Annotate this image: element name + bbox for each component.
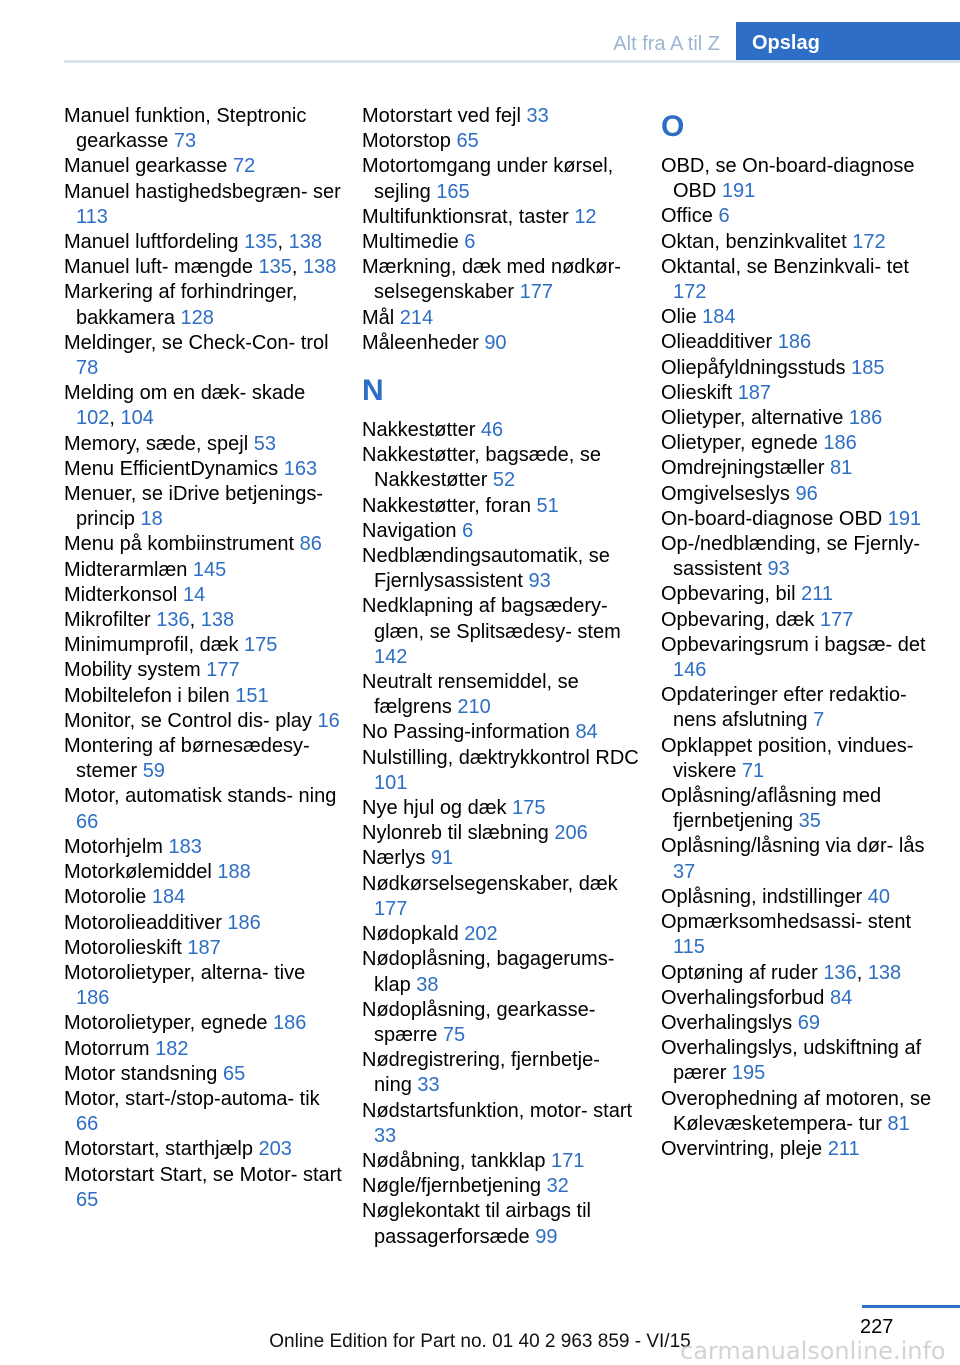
index-entry-text: No Passing-information xyxy=(362,721,570,744)
index-entry: Mikrofilter 136, 138 xyxy=(64,609,235,632)
index-entry-text: Nødregistrering, fjernbetje‐ ning xyxy=(362,1049,600,1097)
page-link[interactable]: 177 xyxy=(819,608,854,631)
index-entry-text: Olieadditiver xyxy=(661,331,773,354)
page-link[interactable]: 75 xyxy=(442,1023,466,1046)
page-link[interactable]: 184 xyxy=(151,886,186,909)
index-entry xyxy=(362,418,642,443)
index-entry xyxy=(64,835,344,860)
index-entry-text: On-board-diagnose OBD xyxy=(661,507,883,530)
index-entry: Manuel luft‐ mængde 135, 138 xyxy=(64,256,337,279)
index-entry-text: Olietyper, alternative xyxy=(661,407,844,430)
index-entry xyxy=(64,911,344,936)
index-entry xyxy=(362,846,642,871)
index-entry xyxy=(362,670,642,720)
index-entry-text: Omgivelseslys xyxy=(661,482,790,505)
page-link[interactable]: 14 xyxy=(182,583,206,606)
index-entry: Manuel luftfordeling 135, 138 xyxy=(64,231,322,254)
page-link[interactable]: 104 xyxy=(120,407,154,430)
index-entry-text: Motor, automatisk stands‐ ning xyxy=(64,785,337,808)
edition-line: Online Edition for Part no. 01 40 2 963 859 - VI/15 xyxy=(269,1331,691,1352)
page-link[interactable]: 16 xyxy=(317,709,340,732)
page-link[interactable]: 37 xyxy=(673,860,696,883)
index-entry xyxy=(661,482,941,507)
page-link[interactable]: 66 xyxy=(76,1113,99,1136)
page-link[interactable]: 186 xyxy=(76,987,110,1010)
index-entry-text: Motorstop xyxy=(362,130,451,153)
index-entry xyxy=(64,154,344,179)
index-entry xyxy=(362,1149,642,1174)
page-link[interactable]: 135 xyxy=(244,231,278,254)
index-entry xyxy=(661,834,941,884)
index-entry xyxy=(661,305,941,330)
page-link[interactable]: 71 xyxy=(741,759,765,782)
index-entry-text: Nødstartsfunktion, motor‐ start xyxy=(362,1099,633,1122)
index-entry-text: Montering af børnesædesy‐ stemer xyxy=(64,735,310,783)
index-entry xyxy=(64,860,344,885)
index-column-2 xyxy=(362,104,642,1250)
index-entry xyxy=(661,1137,941,1162)
index-entry-text: Nedklapning af bagsædery‐ glæn, se Splitsædesy‐ stem xyxy=(362,595,621,643)
page-link[interactable]: 138 xyxy=(303,256,337,279)
index-entry xyxy=(64,684,344,709)
page-link[interactable]: 136 xyxy=(156,609,190,632)
page-link[interactable]: 183 xyxy=(168,835,202,858)
index-entry-text: Overhalingslys xyxy=(661,1011,793,1034)
page-link[interactable]: 177 xyxy=(206,659,240,682)
page-link[interactable]: 185 xyxy=(851,356,885,379)
index-entry xyxy=(362,1048,642,1098)
index-entry xyxy=(661,204,941,229)
index-entry-text: Opklappet position, vindues‐ viskere xyxy=(661,734,914,782)
index-entry-text: Motorstart ved fejl xyxy=(362,105,521,127)
index-entry xyxy=(64,532,344,557)
index-entry-text: Nøglekontakt til airbags til passagerforsæde xyxy=(362,1200,591,1248)
index-entry-text: Overophedning af motoren, se Kølevæsketempera‐ tur xyxy=(661,1087,932,1135)
page-link[interactable]: 177 xyxy=(374,897,408,920)
index-entry xyxy=(64,558,344,583)
page-link[interactable]: 187 xyxy=(737,381,772,404)
index-entry-text: Opbevaring, bil xyxy=(661,583,796,606)
index-entry-text: Multifunktionsrat, taster xyxy=(362,205,569,228)
page-link[interactable]: 96 xyxy=(795,482,818,505)
index-entry-text: Oplåsning/aflåsning med fjernbetjening xyxy=(661,785,882,833)
index-entry-text: Nylonreb til slæbning xyxy=(362,822,549,845)
index-entry-text: Manuel hastighedsbegræn‐ ser xyxy=(64,180,341,203)
index-entry xyxy=(64,1062,344,1087)
page-link[interactable]: 33 xyxy=(374,1124,397,1147)
page-link[interactable]: 90 xyxy=(484,331,507,354)
index-column-3 xyxy=(661,104,941,1162)
index-entry xyxy=(661,1011,941,1036)
index-entry xyxy=(661,456,941,481)
page-link[interactable]: 52 xyxy=(492,469,516,492)
index-entry-text: Markering af forhindringer, bakkamera xyxy=(64,281,298,329)
page-link[interactable]: 210 xyxy=(457,696,491,719)
page-link[interactable]: 191 xyxy=(887,507,922,530)
page-link[interactable]: 191 xyxy=(721,180,756,203)
index-entry xyxy=(362,331,642,356)
page-link[interactable]: 175 xyxy=(512,797,546,820)
index-entry xyxy=(661,910,941,960)
index-entry xyxy=(64,331,344,381)
index-entry-text: Oktan, benzinkvalitet xyxy=(661,230,847,253)
page-link[interactable]: 128 xyxy=(180,306,214,329)
page-number: 227 xyxy=(860,1316,894,1338)
index-entry xyxy=(362,922,642,947)
page-link[interactable]: 172 xyxy=(852,230,886,253)
page-link[interactable]: 175 xyxy=(244,634,278,657)
index-entry-text: Mærkning, dæk med nødkør‐ selsegenskaber xyxy=(362,256,621,304)
page-link[interactable]: 214 xyxy=(399,306,434,329)
page-link[interactable]: 186 xyxy=(227,911,261,934)
page-link[interactable]: 33 xyxy=(417,1074,440,1097)
page-link[interactable]: 182 xyxy=(155,1037,189,1060)
page-link[interactable]: 69 xyxy=(797,1011,820,1034)
page-link[interactable]: 51 xyxy=(536,494,559,517)
index-entry xyxy=(362,1174,642,1199)
index-entry-text: Olieskift xyxy=(661,381,733,404)
index-letter-heading: N xyxy=(362,374,384,408)
page-link[interactable]: 66 xyxy=(76,810,99,833)
index-entry-text: Op-/nedblænding, se Fjernly‐ sassistent xyxy=(661,533,921,581)
page-link[interactable]: 172 xyxy=(673,281,707,304)
page-link[interactable]: 35 xyxy=(798,810,821,833)
section-link[interactable]: Alt fra A til Z xyxy=(613,33,720,55)
index-entry-text: Navigation xyxy=(362,519,457,542)
index-entry xyxy=(661,633,941,683)
index-entry xyxy=(64,1011,344,1036)
page-link[interactable]: 138 xyxy=(200,609,235,632)
index-entry-text: Multimedie xyxy=(362,231,459,254)
index-entry-text: Opmærksomhedsassi‐ stent xyxy=(661,911,912,934)
page-link[interactable]: 18 xyxy=(140,508,163,531)
index-entry-text: Motorolietyper, alterna‐ tive xyxy=(64,961,306,984)
index-entry xyxy=(661,608,941,633)
index-entry-text: Motor standsning xyxy=(64,1062,218,1085)
page-link[interactable]: 7 xyxy=(813,709,825,732)
index-entry-text: Office xyxy=(661,205,713,228)
index-entry-text: Nøgle/fjernbetjening xyxy=(362,1175,541,1198)
page-link[interactable]: 146 xyxy=(673,659,707,682)
index-entry-text: Nødoplåsning, bagagerums‐ klap xyxy=(362,948,615,996)
index-entry xyxy=(64,734,344,784)
footer-divider xyxy=(862,1305,960,1308)
index-entry-text: Overhalingsforbud xyxy=(661,986,825,1009)
index-entry-text: Oplåsning, indstillinger xyxy=(661,885,863,908)
index-entry-text: Motorstart, starthjælp xyxy=(64,1138,253,1161)
index-entry xyxy=(362,594,642,670)
index-entry-text: Olietyper, egnede xyxy=(661,432,818,455)
index-entry-text: Menu på kombiinstrument xyxy=(64,533,295,556)
index-entry-text: Overvintring, pleje xyxy=(661,1137,823,1160)
index-entry-text: Motor, start-/stop-automa‐ tik xyxy=(64,1087,320,1110)
page-link[interactable]: 135 xyxy=(258,256,292,279)
index-entry-text: OBD, se On-board-diagnose OBD xyxy=(661,155,915,203)
index-entry xyxy=(64,633,344,658)
page-link[interactable]: 99 xyxy=(535,1225,558,1248)
index-entry-text: Mobility system xyxy=(64,659,201,682)
index-entry xyxy=(362,306,642,331)
page-link[interactable]: 46 xyxy=(480,419,504,442)
index-entry xyxy=(64,180,344,230)
index-entry xyxy=(362,255,642,305)
page-link[interactable]: 171 xyxy=(551,1149,585,1172)
index-entry xyxy=(661,1036,941,1086)
index-entry xyxy=(64,1137,344,1162)
page-link[interactable]: 138 xyxy=(867,961,902,984)
index-entry-text: Motorolie xyxy=(64,886,147,909)
page-link[interactable]: 72 xyxy=(233,155,256,178)
index-entry-text: Manuel gearkasse xyxy=(64,155,228,178)
page-link[interactable]: 65 xyxy=(76,1188,99,1211)
page-link[interactable]: 65 xyxy=(456,130,479,153)
page-link[interactable]: 101 xyxy=(374,771,408,794)
page-link[interactable]: 59 xyxy=(142,760,165,783)
index-entry-text: Motorolieskift xyxy=(64,936,182,959)
index-entry-text: Nakkestøtter, bagsæde, se Nakkestøtter xyxy=(362,444,602,492)
index-entry-text: Nulstilling, dæktrykkontrol RDC xyxy=(362,746,639,769)
index-entry-text: Måleenheder xyxy=(362,331,479,354)
index-entry-text: Manuel funktion, Steptronic gearkasse xyxy=(64,105,307,153)
page-link[interactable]: 163 xyxy=(283,457,318,480)
index-entry xyxy=(64,457,344,482)
index-entry-text: Omdrejningstæller xyxy=(661,457,825,480)
page-link[interactable]: 33 xyxy=(526,105,549,127)
index-entry xyxy=(661,406,941,431)
page-link[interactable]: 188 xyxy=(217,861,251,884)
index-entry xyxy=(362,154,642,204)
index-entry xyxy=(661,986,941,1011)
index-entry xyxy=(661,683,941,733)
index-entry-text: Midterkonsol xyxy=(64,583,178,606)
index-entry-text: Minimumprofil, dæk xyxy=(64,634,239,657)
index-entry xyxy=(362,1099,642,1149)
page-link[interactable]: 93 xyxy=(528,570,551,593)
page-link[interactable]: 138 xyxy=(288,231,322,254)
index-entry xyxy=(64,784,344,834)
index-entry-text: Overhalingslys, udskiftning af pærer xyxy=(661,1037,922,1085)
index-entry-text: Opbevaring, dæk xyxy=(661,608,815,631)
page-link[interactable]: 113 xyxy=(76,205,108,228)
index-entry-text: Motortomgang under kørsel, sejling xyxy=(362,155,614,203)
index-entry-text: Oplåsning/låsning via dør‐ lås xyxy=(661,835,925,858)
index-entry xyxy=(362,519,642,544)
index-entry-text: Midterarmlæn xyxy=(64,558,188,581)
index-entry xyxy=(64,961,344,1011)
index-entry-text: Nødåbning, tankklap xyxy=(362,1149,546,1172)
index-entry-text: Manuel luftfordeling xyxy=(64,231,239,254)
index-entry-text: Oktantal, se Benzinkvali‐ tet xyxy=(661,255,909,278)
index-entry-text: Nødoplåsning, gearkasse‐ spærre xyxy=(362,998,596,1046)
page-link[interactable]: 186 xyxy=(777,331,812,354)
index-entry xyxy=(362,104,642,129)
index-entry-text: Monitor, se Control dis‐ play xyxy=(64,709,312,732)
index-entry xyxy=(64,1087,344,1137)
index-entry xyxy=(661,230,941,255)
index-entry-text: Opdateringer efter redaktio‐ nens afslutning xyxy=(661,684,907,732)
index-entry xyxy=(661,431,941,456)
index-entry-text: Olie xyxy=(661,306,697,329)
page-link[interactable]: 81 xyxy=(887,1112,910,1135)
page-link[interactable]: 86 xyxy=(299,533,322,556)
section-tab[interactable]: Opslag xyxy=(736,22,960,62)
index-entry-text: Motorkølemiddel xyxy=(64,861,212,884)
page-link[interactable]: 81 xyxy=(829,457,853,480)
page-link[interactable]: 142 xyxy=(374,645,408,668)
index-entry-text: Motorstart Start, se Motor‐ start xyxy=(64,1163,342,1186)
index-entry-text: Menu EfficientDynamics xyxy=(64,457,279,480)
index-entry xyxy=(362,494,642,519)
page-link[interactable]: 206 xyxy=(554,822,588,845)
page-link[interactable]: 115 xyxy=(673,936,705,959)
index-entry xyxy=(362,443,642,493)
index-entry-text: Nødopkald xyxy=(362,923,459,946)
page-link[interactable]: 165 xyxy=(436,180,470,203)
index-entry xyxy=(64,482,344,532)
index-entry-text: Mobiltelefon i bilen xyxy=(64,684,230,707)
index-entry xyxy=(64,885,344,910)
index-entry-text: Mål xyxy=(362,306,395,329)
index-entry xyxy=(64,936,344,961)
index-entry-text: Nakkestøtter, foran xyxy=(362,494,531,517)
index-entry-text: Nærlys xyxy=(362,847,426,870)
index-entry xyxy=(64,1037,344,1062)
page-link[interactable]: 12 xyxy=(574,205,597,228)
index-entry xyxy=(661,356,941,381)
index-entry: Optøning af ruder 136, 138 xyxy=(661,961,902,984)
index-entry xyxy=(661,582,941,607)
index-entry-text: Nakkestøtter xyxy=(362,419,476,442)
index-entry xyxy=(661,507,941,532)
page-link[interactable]: 195 xyxy=(731,1062,766,1085)
index-entry-text: Nedblændingsautomatik, se Fjernlysassistent xyxy=(362,545,610,593)
index-entry-text: Motorolietyper, egnede xyxy=(64,1012,268,1035)
index-entry-text: Motorolieadditiver xyxy=(64,911,222,934)
index-entry xyxy=(362,796,642,821)
page-link[interactable]: 184 xyxy=(702,306,736,329)
index-entry xyxy=(661,255,941,305)
page-link[interactable]: 211 xyxy=(827,1137,860,1160)
watermark: carmanualsonline.info xyxy=(680,1337,946,1365)
header-divider xyxy=(64,60,960,63)
index-entry-text: Motorrum xyxy=(64,1037,150,1060)
page-link[interactable]: 40 xyxy=(867,885,891,908)
page-link[interactable]: 65 xyxy=(222,1062,246,1085)
index-entry xyxy=(661,330,941,355)
page-link[interactable]: 78 xyxy=(76,357,99,380)
index-column-1 xyxy=(64,104,344,1213)
page-link[interactable]: 91 xyxy=(430,847,454,870)
page-link[interactable]: 136 xyxy=(823,961,857,984)
page-link[interactable]: 211 xyxy=(801,583,833,606)
index-entry xyxy=(661,381,941,406)
index-entry xyxy=(661,885,941,910)
page-link[interactable]: 187 xyxy=(187,936,221,959)
index-entry xyxy=(661,1087,941,1137)
index-entry xyxy=(64,104,344,154)
index-entry-text: Opbevaringsrum i bagsæ‐ det xyxy=(661,633,926,656)
index-entry xyxy=(362,872,642,922)
page-header xyxy=(0,0,960,60)
page-link[interactable]: 6 xyxy=(718,205,730,228)
index-entry xyxy=(64,432,344,457)
page-link[interactable]: 145 xyxy=(192,558,227,581)
index-entry xyxy=(661,532,941,582)
index-entry xyxy=(362,720,642,745)
index-entry-text: Manuel luft‐ mængde xyxy=(64,256,253,279)
index-entry xyxy=(64,709,344,734)
index-entry xyxy=(362,821,642,846)
index-entry-text: Memory, sæde, spejl xyxy=(64,432,249,455)
index-entry-text: Motorhjelm xyxy=(64,835,163,858)
index-entry xyxy=(64,658,344,683)
page-link[interactable]: 32 xyxy=(546,1175,569,1198)
index-entry-text: Meldinger, se Check-Con‐ trol xyxy=(64,331,329,354)
index-entry xyxy=(661,154,941,204)
index-entry xyxy=(661,784,941,834)
index-entry-text: Melding om en dæk‐ skade xyxy=(64,382,306,405)
page-link[interactable]: 202 xyxy=(464,923,498,946)
index-letter-heading: O xyxy=(661,110,685,143)
index-entry xyxy=(362,947,642,997)
page-link[interactable]: 102 xyxy=(76,407,110,430)
index-entry xyxy=(362,205,642,230)
page-link[interactable]: 73 xyxy=(173,130,197,153)
page-link[interactable]: 151 xyxy=(235,684,269,707)
index-entry xyxy=(362,998,642,1048)
page-link[interactable]: 84 xyxy=(575,721,598,744)
index-entry xyxy=(362,746,642,796)
index-entry-text: Menuer, se iDrive betjenings‐ princip xyxy=(64,483,324,531)
index-entry xyxy=(362,129,642,154)
page-link[interactable]: 177 xyxy=(519,281,554,304)
index-entry xyxy=(362,1199,642,1249)
page-link[interactable]: 186 xyxy=(823,432,857,455)
index-entry xyxy=(661,734,941,784)
index-entry-text: Neutralt rensemiddel, se fælgrens xyxy=(362,671,579,719)
index-entry-text: Nødkørselsegenskaber, dæk xyxy=(362,872,618,895)
page-link[interactable]: 53 xyxy=(253,432,276,455)
index-entry xyxy=(362,544,642,594)
page-link[interactable]: 6 xyxy=(464,231,476,254)
index-entry: Melding om en dæk‐ skade 102, 104 xyxy=(64,382,306,430)
index-entry xyxy=(64,583,344,608)
page-link[interactable]: 38 xyxy=(416,973,439,996)
index-entry-text: Mikrofilter xyxy=(64,609,151,632)
page-link[interactable]: 186 xyxy=(848,407,883,430)
index-entry-text: Optøning af ruder xyxy=(661,961,818,984)
page-link[interactable]: 203 xyxy=(258,1138,292,1161)
index-entry xyxy=(362,230,642,255)
index-entry xyxy=(64,1163,344,1213)
index-entry-text: Oliepåfyldningsstuds xyxy=(661,356,846,379)
page-link[interactable]: 6 xyxy=(462,519,474,542)
page-link[interactable]: 84 xyxy=(830,986,853,1009)
index-entry-text: Nye hjul og dæk xyxy=(362,797,507,820)
page-link[interactable]: 186 xyxy=(273,1012,307,1035)
index-entry xyxy=(64,280,344,330)
page-link[interactable]: 93 xyxy=(767,558,790,581)
